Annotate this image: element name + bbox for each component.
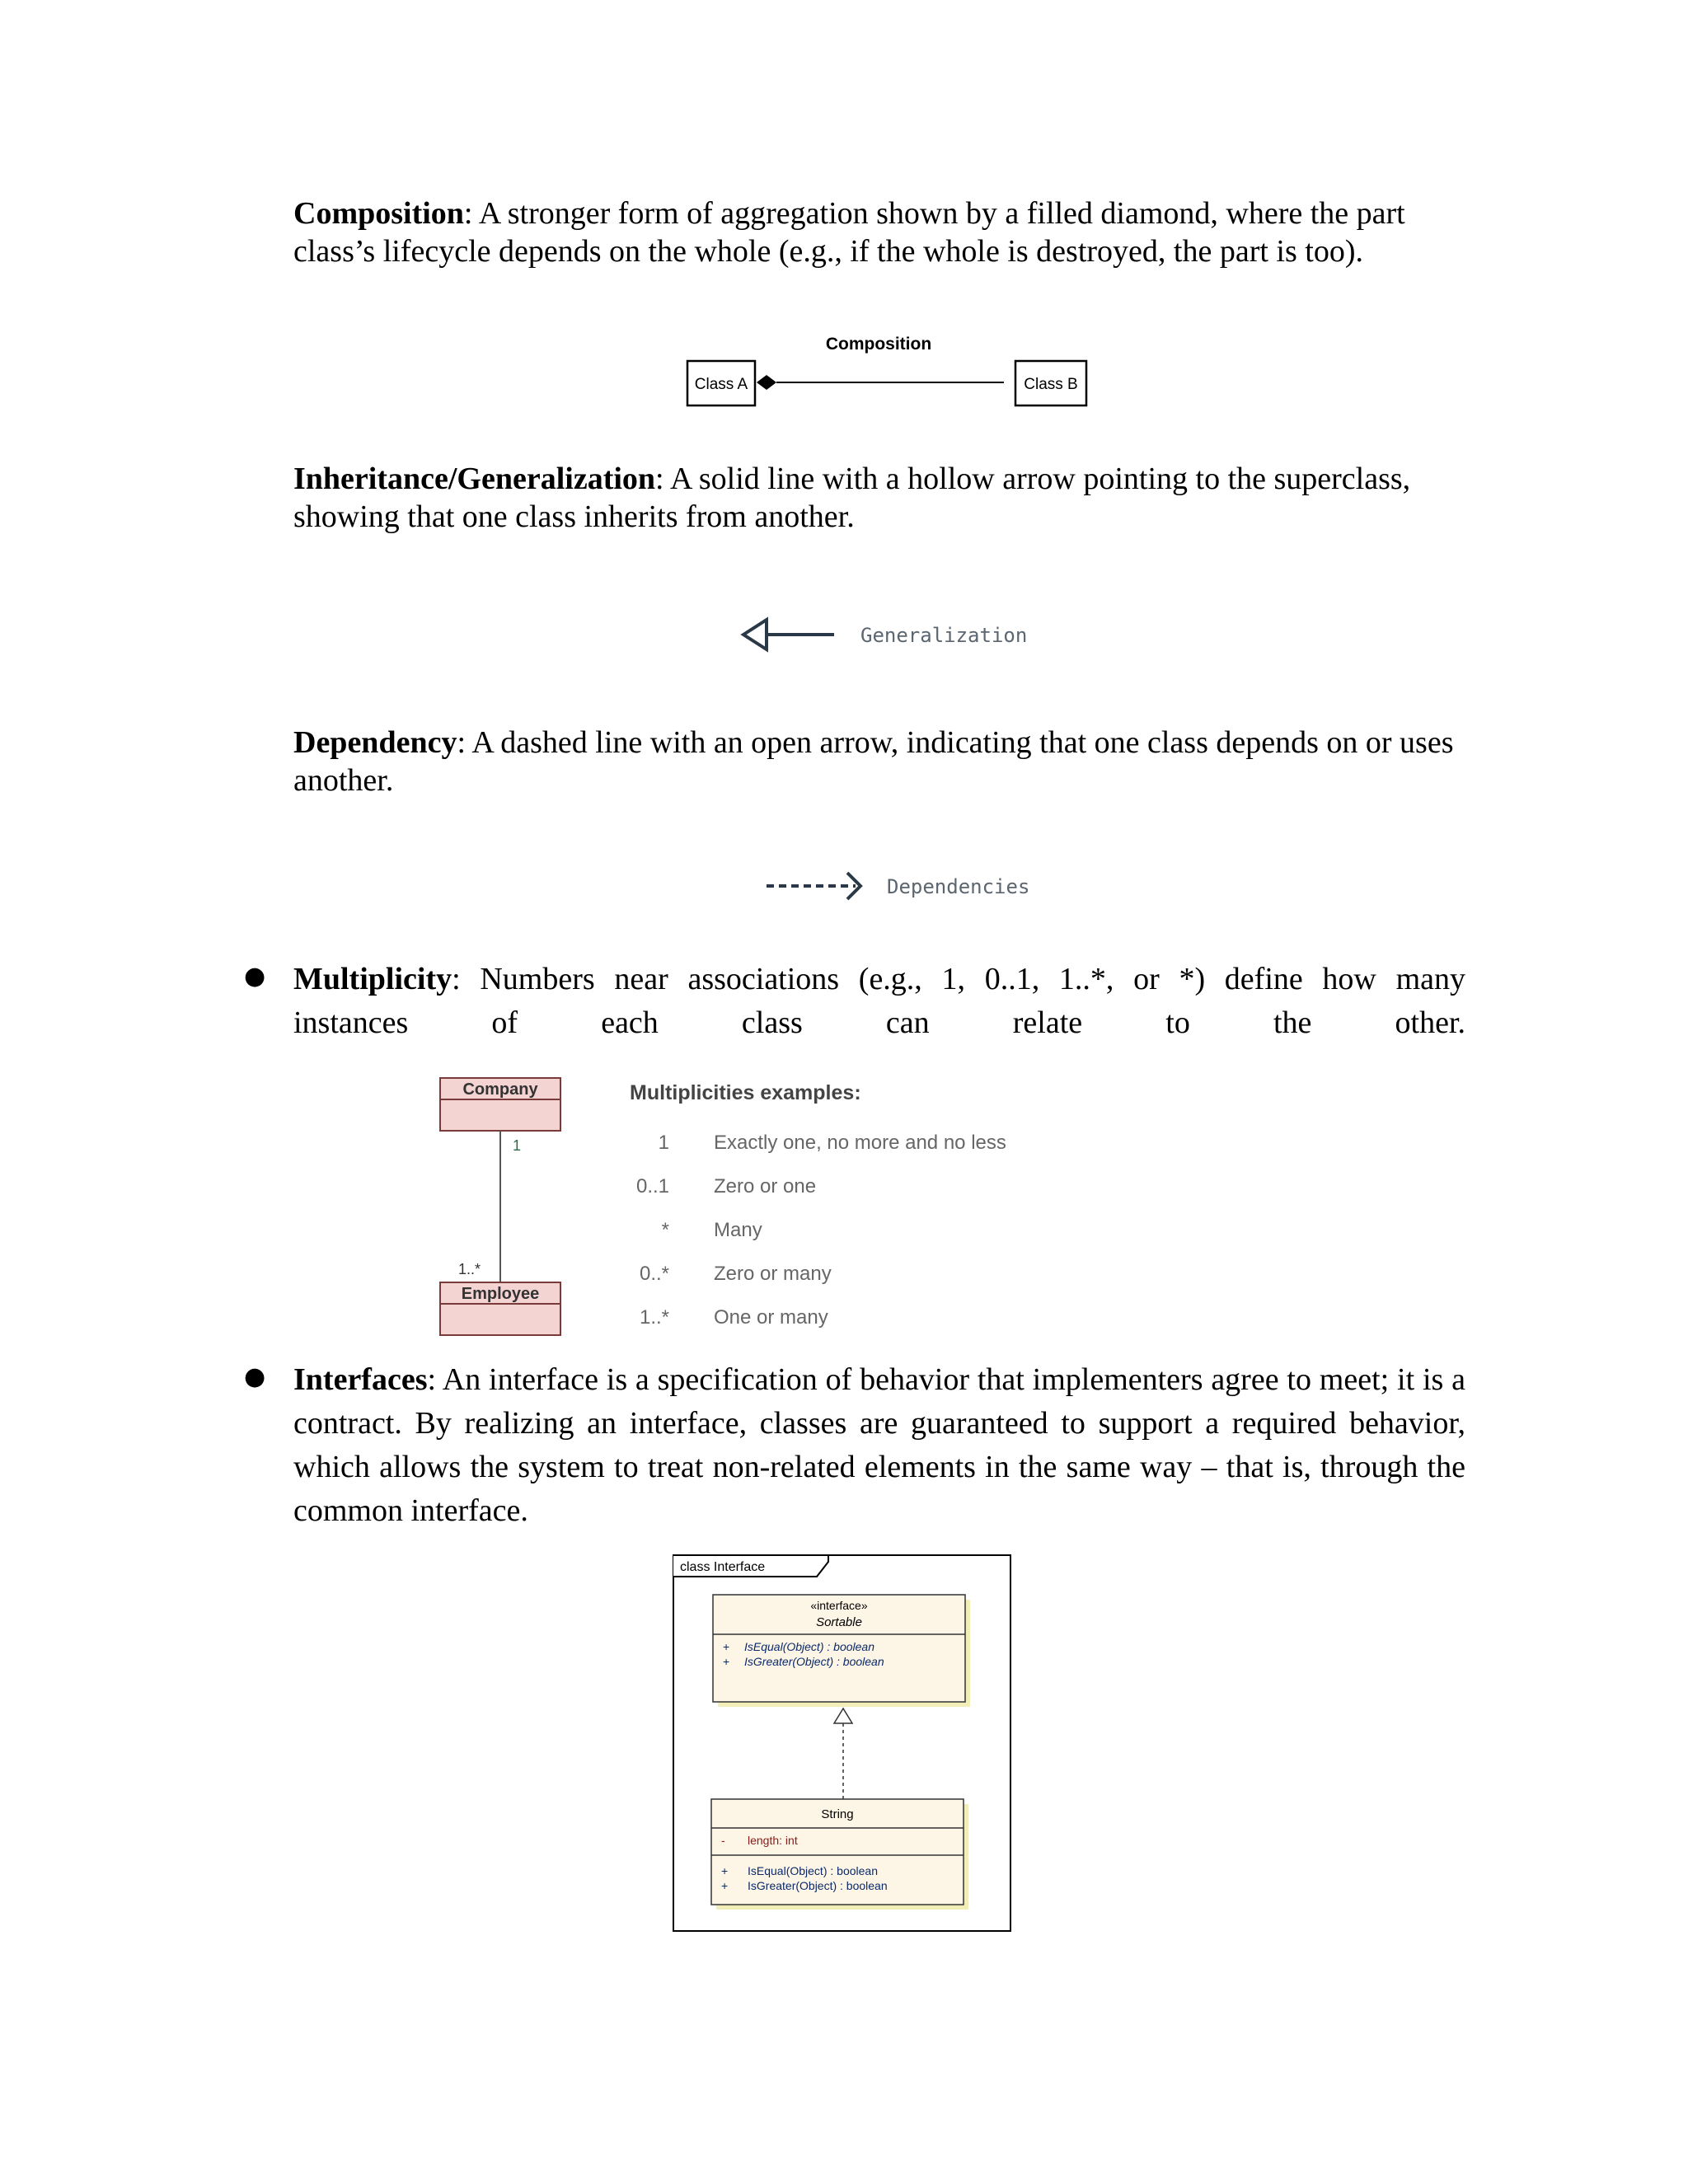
dependencies-label: Dependencies: [887, 875, 1030, 898]
example-meaning: Many: [714, 1219, 762, 1241]
generalization-diagram: [734, 610, 1030, 659]
multiplicity-examples-title: Multiplicities examples:: [630, 1081, 861, 1104]
hollow-arrow-icon: [743, 620, 767, 649]
interfaces-bullet: ●: [244, 1362, 266, 1391]
employee-multiplicity: 1..*: [458, 1261, 481, 1277]
example-meaning: One or many: [714, 1306, 828, 1329]
multiplicity-examples-list: [636, 1132, 1006, 1329]
interface-diagram: [672, 1554, 1014, 1934]
multiplicity-bullet: ●: [244, 962, 266, 991]
dependency-term: Dependency: [293, 725, 457, 760]
multiplicity-line-2: [293, 1001, 1465, 1045]
class-op: IsEqual(Object) : boolean: [748, 1864, 878, 1877]
dependency-diagram: [758, 861, 1039, 911]
interface-op: IsGreater(Object) : boolean: [744, 1655, 884, 1668]
inheritance-paragraph: [293, 460, 1465, 536]
interface-stereotype: «interface»: [810, 1599, 868, 1612]
example-value: 1: [658, 1132, 669, 1154]
example-meaning: Exactly one, no more and no less: [714, 1132, 1006, 1154]
example-meaning: Zero or many: [714, 1263, 832, 1285]
composition-text: : A stronger form of aggregation shown by a filled diamond, where the part class’s lifecycle depends on the whole (e.g., if the whole is destroyed, the part is too).: [293, 196, 1405, 269]
multiplicity-term: Multiplicity: [293, 962, 452, 996]
class-op: IsGreater(Object) : boolean: [748, 1879, 888, 1892]
class-b-label: Class B: [1024, 376, 1078, 393]
company-class-name: Company: [462, 1080, 538, 1099]
inheritance-text: : A solid line with a hollow arrow pointing to the superclass, showing that one class inherits from another.: [293, 462, 1411, 534]
generalization-label: Generalization: [860, 624, 1028, 647]
interfaces-term: Interfaces: [293, 1362, 428, 1397]
op-visibility: +: [723, 1640, 730, 1653]
interfaces-paragraph: [293, 1358, 1465, 1533]
employee-class-name: Employee: [461, 1285, 540, 1303]
interface-op: IsEqual(Object) : boolean: [744, 1640, 874, 1653]
composition-diagram: [676, 321, 1104, 412]
frame-label: class Interface: [680, 1560, 766, 1574]
op-visibility: +: [721, 1879, 729, 1892]
composition-paragraph: [293, 194, 1465, 270]
string-class-name: String: [821, 1807, 854, 1821]
company-multiplicity: 1: [513, 1137, 522, 1154]
example-meaning: Zero or one: [714, 1175, 817, 1197]
attr-visibility: -: [721, 1834, 725, 1847]
op-visibility: +: [721, 1864, 729, 1877]
inheritance-term: Inheritance/Generalization: [293, 462, 656, 496]
multiplicity-diagram: [429, 1071, 1154, 1343]
example-value: *: [661, 1219, 669, 1241]
composition-term: Composition: [293, 196, 464, 231]
multiplicity-text-1: : Numbers near associations (e.g., 1, 0..1, 1..*, or *) define how many: [452, 962, 1465, 996]
filled-diamond-icon: [757, 375, 776, 390]
interface-name: Sortable: [816, 1615, 862, 1629]
op-visibility: +: [723, 1655, 730, 1668]
class-attribute: length: int: [748, 1834, 798, 1847]
example-value: 0..1: [635, 1175, 669, 1197]
dependency-text: : A dashed line with an open arrow, indicating that one class depends on or uses another.: [293, 725, 1454, 798]
multiplicity-text-2: instances of each class can relate to the other.: [293, 1005, 1465, 1040]
dependency-paragraph: [293, 724, 1465, 799]
example-value: 1..*: [639, 1306, 669, 1329]
interfaces-text: : An interface is a specification of behavior that implementers agree to meet; it is a contract. By realizing an interface, classes are guaranteed to support a required behavior, which allows the system to treat non-related elements in the same way – that is, through the common interface.: [293, 1362, 1465, 1528]
composition-label: Composition: [825, 335, 932, 354]
example-value: 0..*: [639, 1263, 669, 1285]
multiplicity-line-1: [293, 958, 1465, 1001]
class-a-label: Class A: [694, 376, 748, 393]
